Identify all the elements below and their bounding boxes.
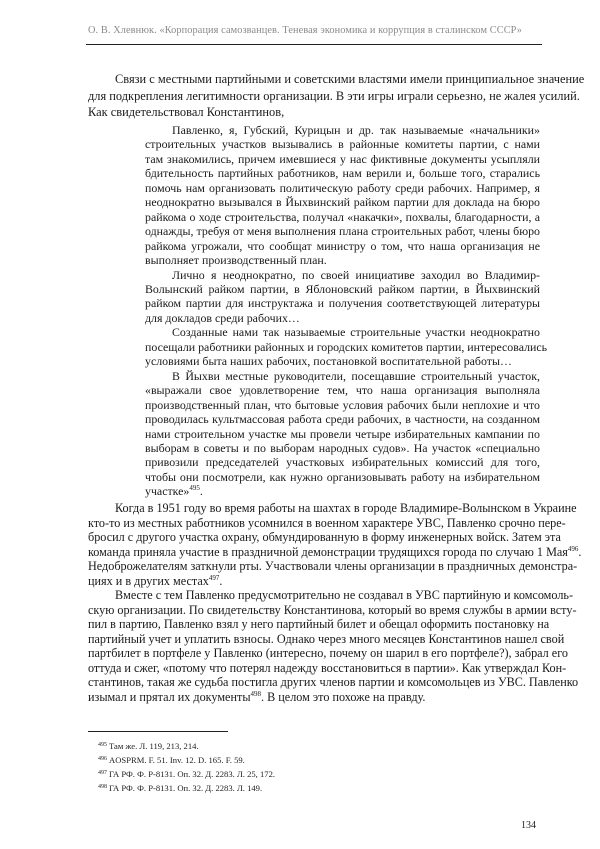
line-text-after: . — [199, 484, 203, 499]
footnote-ref[interactable]: 495 — [189, 484, 200, 493]
text-line: партийный учет и уплатить взносы. Однако через много месяцев Константинов нашел свой — [88, 631, 565, 646]
footnote — [98, 767, 275, 781]
text-line: райкома о ходе строительства, получал «накачки», похвалы, благодарности, а — [145, 209, 540, 224]
footnote-ref[interactable]: 497 — [208, 573, 220, 582]
body-paragraph-block — [88, 501, 582, 704]
block-quote — [145, 123, 548, 499]
footnote-ref[interactable]: 498 — [250, 689, 262, 698]
paragraph — [145, 268, 540, 326]
text-line: В Йыхви местные руководители, посещавшие строительный участок, — [172, 368, 540, 383]
text-line: бросил с другого участка охрану, обмундированную в форму инженерных войск. Затем эта — [88, 530, 561, 544]
text-line: Как свидетельствовал Константинов, — [88, 105, 285, 119]
footnote-text: AOSPRM. F. 51. Inv. 12. D. 165. F. 59. — [109, 755, 245, 765]
footnote-number: 498 — [98, 784, 107, 790]
header-divider — [86, 44, 542, 45]
text-line: проводилась культмассовая работа среди рабочих, в частности, на созданном — [145, 412, 540, 427]
text-line: партбилет в портфеле у Павленко (интересно, почему он шарил в его портфеле?), забрал его — [88, 646, 568, 660]
text-line: неоднократно вызывался в Йыхвинский райком партии для доклада на бюро — [145, 195, 540, 210]
running-header: О. В. Хлевнюк. «Корпорация самозванцев. Теневая экономика и коррупция в сталинском СССР» — [88, 25, 522, 36]
line-text: участке» — [145, 484, 190, 499]
text-line: Вместе с тем Павленко предусмотрительно не создавал в УВС партийную и комсомоль- — [115, 588, 574, 602]
line-text: циях и в других местах — [88, 573, 209, 588]
footnote — [98, 753, 275, 767]
text-line: строительных участков вызывались в районные комитеты партии, с нами — [145, 137, 540, 152]
paragraph — [145, 325, 548, 369]
text-line: Недоброжелателям заткнули рты. Участвовали члены организации в праздничных демонстра- — [88, 559, 578, 573]
text-line: Связи с местными партийными и советскими властями имели принципиальное значение — [115, 72, 585, 86]
footnote-number: 496 — [98, 756, 107, 762]
text-line — [88, 544, 582, 560]
footnote — [98, 781, 275, 795]
footnotes — [98, 739, 275, 795]
text-line — [145, 484, 540, 498]
text-line: выполняет производственный план. — [145, 253, 327, 268]
footnote-text: ГА РФ. Ф. Р-8131. Оп. 32. Д. 2283. Л. 149. — [109, 783, 263, 793]
text-line: Волынский райком партии, в Яблоновский райком партии, в Йыхвинский — [145, 281, 540, 296]
line-text-after: . — [219, 573, 223, 588]
text-line — [88, 574, 540, 589]
text-line: выборам в советы и по выборам народных судов». На участок «специально — [145, 440, 540, 455]
text-line: «выражали свое удовлетворение тем, что наша организация выполняла — [145, 383, 540, 398]
text-line: посещали работники районных и городских комитетов партии, интересовались — [145, 339, 548, 354]
footnote-text: Там же. Л. 119, 213, 214. — [109, 741, 199, 751]
text-line: для подкрепления легитимности организации. В эти игры играли серьезно, не жалея усилий. — [88, 88, 580, 103]
text-line: там знакомились, причем имевшиеся у нас фиктивные документы усыпляли — [145, 151, 540, 166]
text-line — [88, 690, 540, 705]
paragraph — [145, 369, 540, 499]
footnote-text: ГА РФ. Ф. Р-8131. Оп. 32. Д. 2283. Л. 25, 172. — [109, 769, 276, 779]
paragraph — [88, 71, 585, 121]
text-line: скую организации. По свидетельству Константинова, который во время службы в армии всту- — [88, 602, 577, 617]
text-line: чтобы они посмотрели, как нужно организовывать работу на избирательном — [145, 469, 540, 484]
paragraph — [88, 501, 582, 588]
text-line: Созданные нами так называемые строительные участки неоднократно — [172, 325, 540, 340]
text-line: стантинов, такая же судьба постигла других членов партии и комсомольцев из УВС. Павленко — [88, 675, 579, 689]
line-text: команда приняла участие в праздничной демонстрации трудящихся города по случаю 1 Мая — [88, 544, 568, 559]
text-line: бдительность партийных работников, нам верили и, больше того, старались — [145, 166, 540, 181]
text-line: однажды, требуя от меня выполнения плана строительных работ, члены бюро — [145, 224, 540, 239]
text-line: пил в партию, Павленко взял у него партийный билет и обещал оформить постановку на — [88, 617, 550, 631]
page-number: 134 — [521, 820, 536, 831]
line-text: изымал и прятал их документы — [88, 689, 251, 704]
text-line: Павленко, я, Губский, Курицын и др. так называемые «начальники» — [172, 123, 540, 137]
line-text-after: . В целом это похоже на правду. — [261, 689, 426, 704]
line-text-after: . — [578, 544, 582, 559]
text-line: кто-то из местных работников усомнился в военном характере УВС, Павленко срочно пере- — [88, 515, 566, 530]
text-line: для докладов среди рабочих… — [145, 310, 300, 325]
paragraph — [145, 123, 540, 268]
text-line: производственный план, что бытовые условия рабочих были неплохие и что — [145, 397, 540, 412]
footnote-number: 497 — [98, 770, 107, 776]
text-line: Когда в 1951 году во время работы на шахтах в городе Владимире-Волынском в Украине — [115, 501, 577, 515]
intro-paragraph-block — [88, 71, 585, 121]
footnote-divider — [88, 731, 228, 732]
text-line: нами строительном участке мы провели четыре избирательных кампании по — [145, 426, 540, 441]
footnote-number: 495 — [98, 742, 107, 748]
text-line: условиями быта наших рабочих, постановкой воспитательной работы… — [145, 354, 512, 369]
text-line: оттуда и сжег, «потому что потерял надежду восстановиться в партии». Как утверждал Кон- — [88, 660, 567, 675]
text-line: помочь нам организовать политическую работу среди рабочих. Например, я — [145, 180, 540, 195]
footnote — [98, 739, 275, 753]
paragraph — [88, 588, 579, 704]
text-line: Лично я неоднократно, по своей инициативе заходил во Владимир- — [172, 267, 540, 282]
text-line: райкома угрожали, что сообщат министру о том, что наша организация не — [145, 238, 540, 253]
text-line: привозили председателей участковых избирательных комиссий для того, — [145, 455, 540, 470]
footnote-ref[interactable]: 496 — [567, 544, 579, 553]
text-line: райком партии для инструктажа и получения соответствующей литературы — [145, 296, 540, 311]
